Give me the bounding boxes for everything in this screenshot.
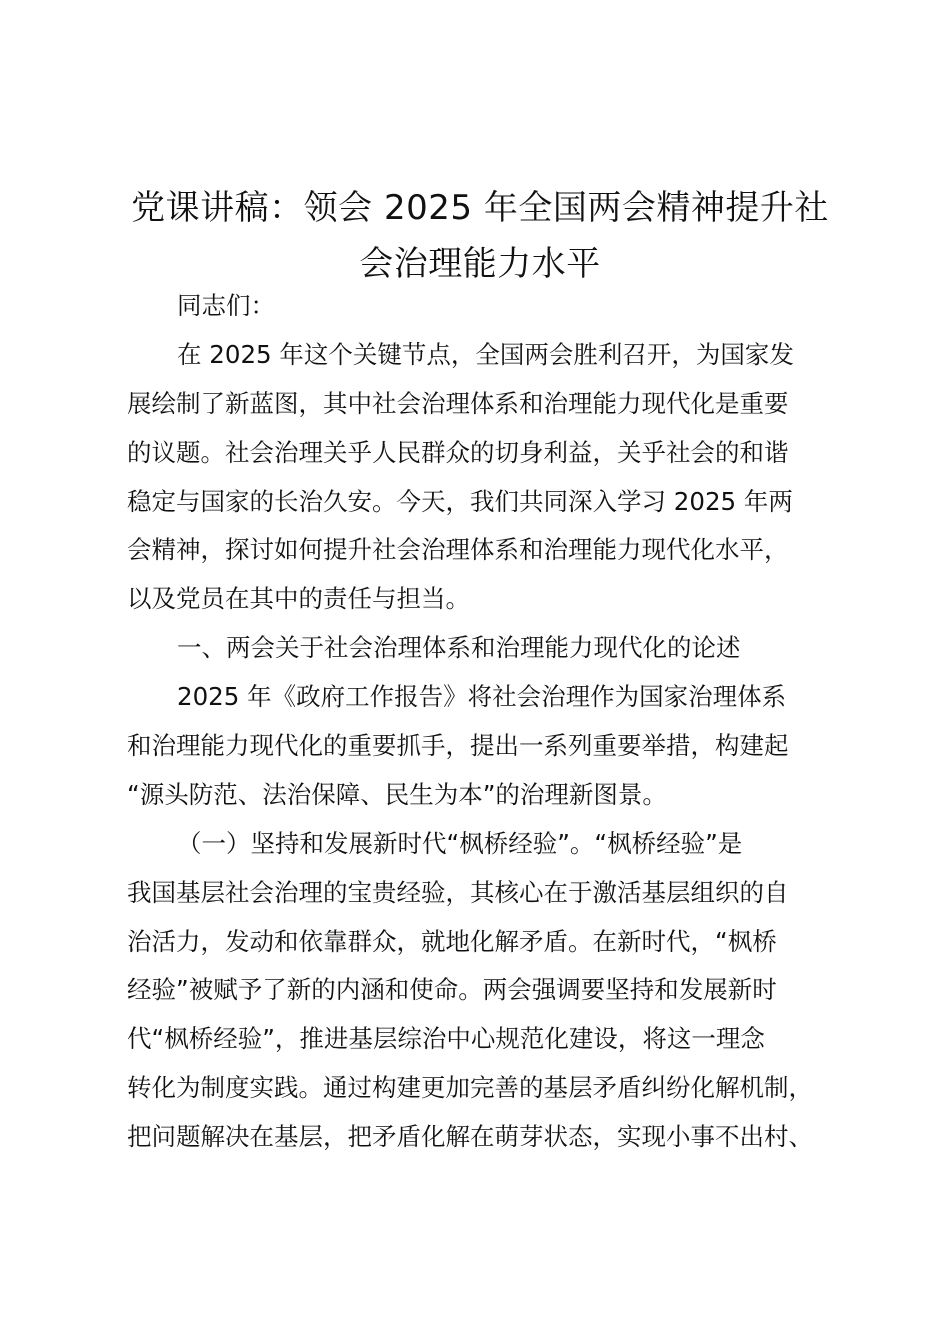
body-line: 稳定与国家的长治久安。今天，我们共同深入学习 2025 年两	[127, 486, 793, 516]
title-line-2: 会治理能力水平	[359, 244, 601, 284]
document-title	[120, 180, 840, 292]
body-line: 的议题。社会治理关乎人民群众的切身利益，关乎社会的和谐	[127, 437, 789, 467]
body-line: 治活力，发动和依靠群众，就地化解矛盾。在新时代，“枫桥	[127, 926, 777, 956]
body-line: 和治理能力现代化的重要抓手，提出一系列重要举措，构建起	[127, 731, 789, 761]
body-line: 代“枫桥经验”，推进基层综治中心规范化建设，将这一理念	[127, 1024, 765, 1054]
body-line: 把问题解决在基层，把矛盾化解在萌芽状态，实现小事不出村、	[127, 1122, 813, 1152]
body-line: 经验”被赋予了新的内涵和使命。两会强调要坚持和发展新时	[127, 975, 777, 1005]
body-line: 会精神，探讨如何提升社会治理体系和治理能力现代化水平，	[127, 535, 789, 565]
subsection-line: （一）坚持和发展新时代“枫桥经验”。“枫桥经验”是	[177, 828, 743, 858]
body-line: 在 2025 年这个关键节点，全国两会胜利召开，为国家发	[177, 339, 794, 369]
body-line: 展绘制了新蓝图，其中社会治理体系和治理能力现代化是重要	[127, 388, 789, 418]
body-line: “源头防范、法治保障、民生为本”的治理新图景。	[127, 779, 667, 809]
section-heading: 一、两会关于社会治理体系和治理能力现代化的论述	[177, 633, 741, 663]
body-line: 我国基层社会治理的宝贵经验，其核心在于激活基层组织的自	[127, 877, 789, 907]
body-line: 2025 年《政府工作报告》将社会治理作为国家治理体系	[177, 682, 787, 712]
body-line: 以及党员在其中的责任与担当。	[127, 584, 470, 614]
title-line-1: 党课讲稿：领会 2025 年全国两会精神提升社	[131, 188, 829, 228]
salutation: 同志们：	[177, 291, 275, 320]
document-body	[127, 282, 862, 1162]
body-line: 转化为制度实践。通过构建更加完善的基层矛盾纠纷化解机制，	[127, 1073, 813, 1103]
